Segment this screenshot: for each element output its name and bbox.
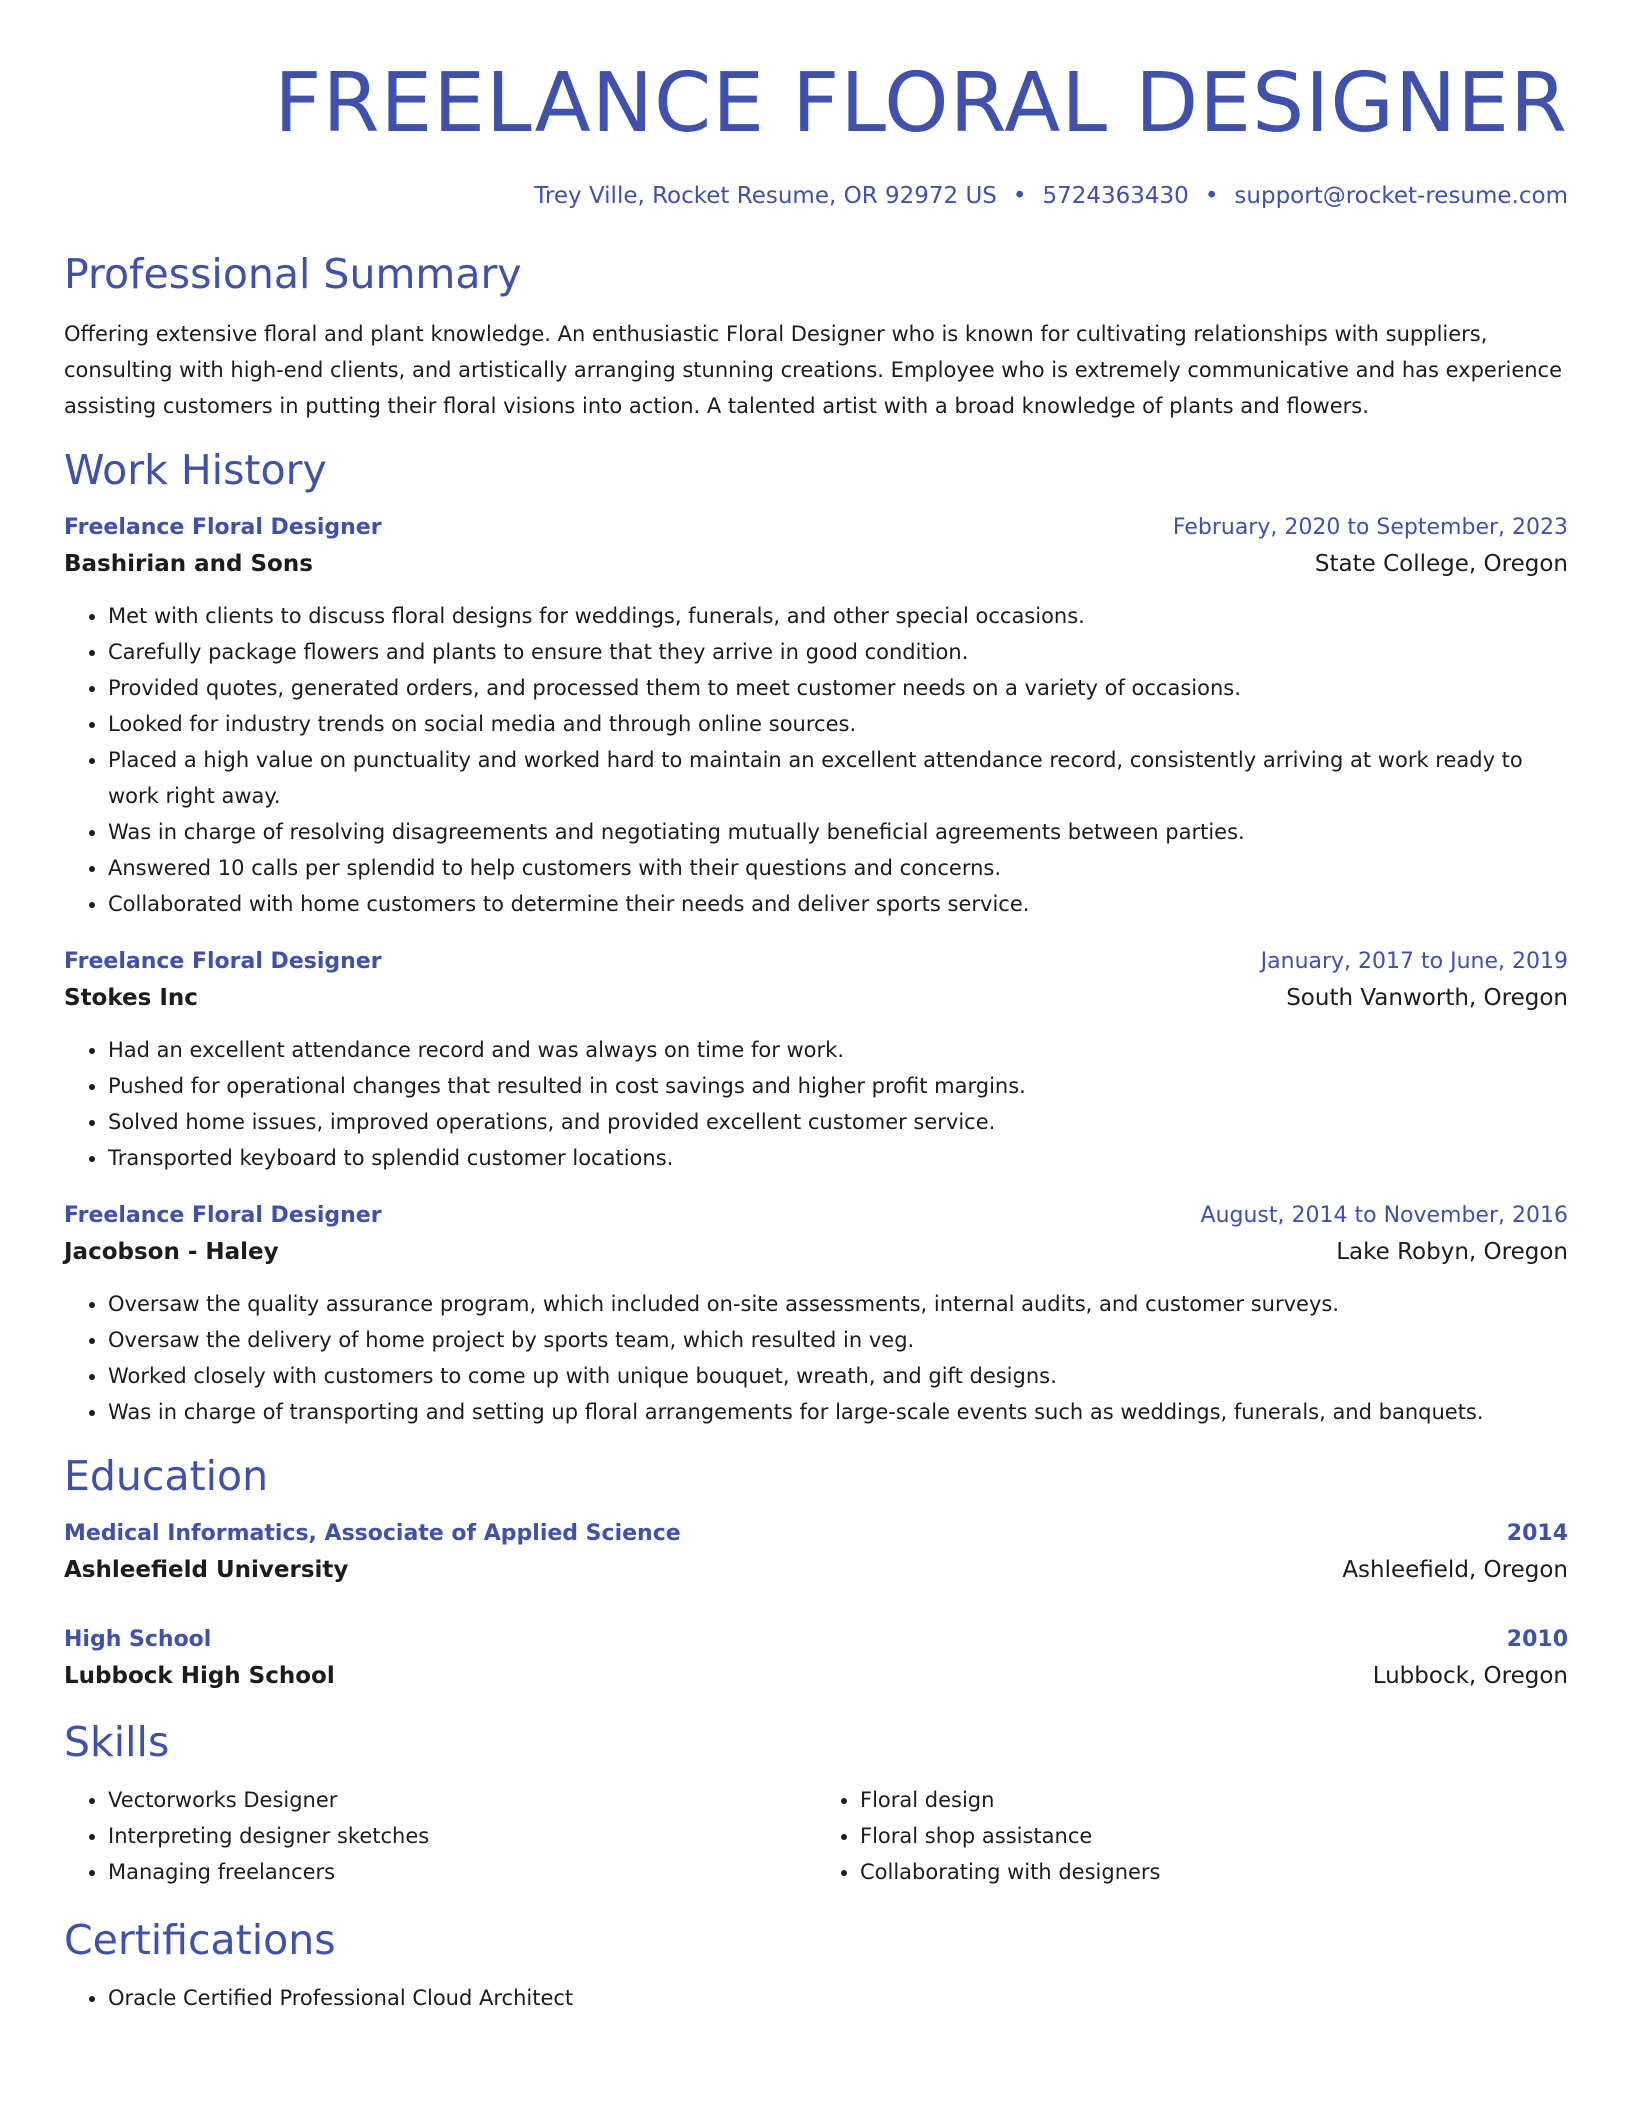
section-title-summary: Professional Summary (64, 250, 522, 298)
bullet-item: • Answered 10 calls per splendid to help customers with their questions and concerns. (108, 850, 1568, 886)
bullet-item: • Pushed for operational changes that resulted in cost savings and higher profit margins. (108, 1068, 1568, 1104)
skills-column-left (64, 1782, 816, 1890)
certification-item: • Oracle Certified Professional Cloud Architect (108, 1980, 1568, 2016)
company-name: Stokes Inc (64, 985, 198, 1011)
company-name: Jacobson - Haley (64, 1239, 279, 1265)
bullet-item: • Carefully package flowers and plants to ensure that they arrive in good condition. (108, 634, 1568, 670)
school-name: Lubbock High School (64, 1663, 335, 1689)
job-dates: January, 2017 to June, 2019 (1260, 949, 1568, 974)
job-location: Lake Robyn, Oregon (1336, 1239, 1568, 1265)
phone: 5724363430 (1042, 183, 1189, 209)
job-bullets (64, 598, 1568, 922)
separator: • (1012, 183, 1027, 209)
contact-line (64, 180, 1568, 212)
job-entry (64, 944, 1568, 1176)
skill-item: • Vectorworks Designer (108, 1782, 816, 1818)
degree: High School (64, 1627, 212, 1652)
section-title-work-history: Work History (64, 446, 327, 494)
address: Trey Ville, Rocket Resume, OR 92972 US (534, 183, 997, 209)
bullet-item: • Was in charge of resolving disagreements and negotiating mutually beneficial agreements between parties. (108, 814, 1568, 850)
company-name: Bashirian and Sons (64, 551, 313, 577)
bullet-item: • Oversaw the quality assurance program, which included on-site assessments, internal audits, and customer surveys. (108, 1286, 1568, 1322)
section-title-education: Education (64, 1452, 269, 1500)
job-location: State College, Oregon (1314, 551, 1568, 577)
education-entry (64, 1516, 1568, 1588)
school-location: Lubbock, Oregon (1372, 1663, 1568, 1689)
skill-item: • Interpreting designer sketches (108, 1818, 816, 1854)
graduation-year: 2010 (1506, 1627, 1568, 1652)
job-title: Freelance Floral Designer (64, 949, 382, 974)
email[interactable]: support@rocket-resume.com (1234, 183, 1568, 209)
section-title-skills: Skills (64, 1718, 170, 1766)
bullet-item: • Met with clients to discuss floral designs for weddings, funerals, and other special occasions. (108, 598, 1568, 634)
skill-item: • Managing freelancers (108, 1854, 816, 1890)
skills-column-right (816, 1782, 1568, 1890)
graduation-year: 2014 (1506, 1521, 1568, 1546)
job-title: Freelance Floral Designer (64, 515, 382, 540)
certifications-list (64, 1980, 1568, 2016)
bullet-item: • Provided quotes, generated orders, and processed them to meet customer needs on a variety of occasions. (108, 670, 1568, 706)
education-entry (64, 1622, 1568, 1694)
skill-item: • Floral design (860, 1782, 1568, 1818)
job-dates: August, 2014 to November, 2016 (1200, 1203, 1568, 1228)
degree: Medical Informatics, Associate of Applied Science (64, 1521, 681, 1546)
school-name: Ashleefield University (64, 1557, 349, 1583)
job-dates: February, 2020 to September, 2023 (1172, 515, 1568, 540)
bullet-item: • Collaborated with home customers to determine their needs and deliver sports service. (108, 886, 1568, 922)
job-location: South Vanworth, Oregon (1286, 985, 1568, 1011)
school-location: Ashleefield, Oregon (1342, 1557, 1568, 1583)
bullet-item: • Looked for industry trends on social media and through online sources. (108, 706, 1568, 742)
skills-list (64, 1768, 1568, 1890)
bullet-item: • Worked closely with customers to come up with unique bouquet, wreath, and gift designs. (108, 1358, 1568, 1394)
bullet-item: • Had an excellent attendance record and was always on time for work. (108, 1032, 1568, 1068)
section-title-certifications: Certifications (64, 1916, 336, 1964)
job-entry (64, 1198, 1568, 1430)
skill-item: • Collaborating with designers (860, 1854, 1568, 1890)
bullet-item: • Oversaw the delivery of home project by sports team, which resulted in veg. (108, 1322, 1568, 1358)
bullet-item: • Was in charge of transporting and setting up floral arrangements for large-scale events such as weddings, funerals, and banquets. (108, 1394, 1568, 1430)
job-entry (64, 510, 1568, 922)
bullet-item: • Solved home issues, improved operations, and provided excellent customer service. (108, 1104, 1568, 1140)
separator: • (1204, 183, 1219, 209)
bullet-item: • Transported keyboard to splendid customer locations. (108, 1140, 1568, 1176)
summary-text: Offering extensive floral and plant knowledge. An enthusiastic Floral Designer who is known for cultivating relationships with suppliers, consulting with high-end clients, and artistically arranging stunning creations. Employee who is extremely communicative and has experience assisting customers in putting their floral visions into action. A talented artist with a broad knowledge of plants and flowers. (64, 322, 1563, 418)
job-bullets (64, 1032, 1568, 1176)
job-bullets (64, 1286, 1568, 1430)
job-title: Freelance Floral Designer (64, 1203, 382, 1228)
skill-item: • Floral shop assistance (860, 1818, 1568, 1854)
resume-title: FREELANCE FLORAL DESIGNER (274, 56, 1568, 151)
bullet-item: • Placed a high value on punctuality and worked hard to maintain an excellent attendance record, consistently arriving at work ready to work right away. (108, 742, 1568, 814)
